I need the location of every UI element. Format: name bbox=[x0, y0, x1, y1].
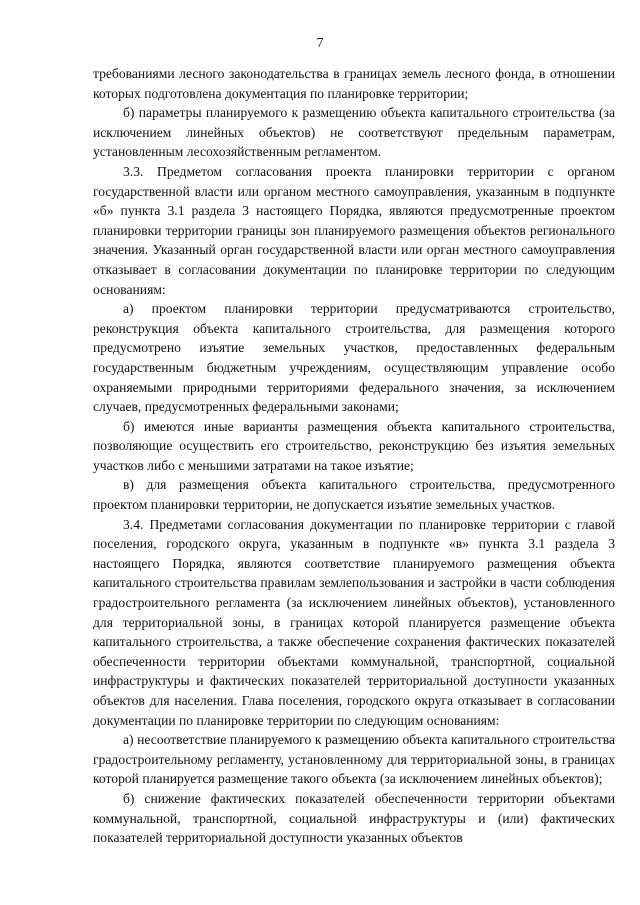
paragraph: а) несоответствие планируемого к размещению объекта капитального строительства градостроительному регламенту, установленному для территориальной зоны, в границах которой планируется размещение такого объекта (за исключением линейных объектов); bbox=[93, 732, 615, 787]
page-number: 7 bbox=[316, 35, 324, 50]
paragraph: б) имеются иные варианты размещения объекта капитального строительства, позволяющие осуществить его строительство, реконструкцию без изъятия земельных участков либо с меньшими затратами на такое изъятие; bbox=[93, 418, 615, 473]
paragraph: в) для размещения объекта капитального строительства, предусмотренного проектом планировки территории, не допускается изъятие земельных участков. bbox=[93, 477, 615, 513]
paragraph: 3.4. Предметами согласования документации по планировке территории с главой поселения, городского округа, указанным в подпункте «в» пункта 3.1 раздела 3 настоящего Порядка, являются соответствие планируемого размещения объекта капитального строительства правилам землепользования и застройки в части соблюдения градостроительного регламента (за исключением линейных объектов), установленного для территориальной зоны, в границах которой планируется размещение объекта капитального строительства, а также обеспечение сохранения фактических показателей обеспеченности территории объектами коммунальной, транспортной, социальной инфраструктуры и фактических показателей территориальной доступности указанных объектов для населения. Глава поселения, городского округа отказывает в согласовании документации по планировке территории по следующим основаниям: bbox=[93, 516, 615, 728]
paragraph: а) проектом планировки территории предусматриваются строительство, реконструкция объекта капитального строительства, для размещения которого предусмотрено изъятие земельных участков, предоставленных федеральным государственным бюджетным учреждениям, осуществляющим управление особо охраняемыми природными территориями федерального значения, за исключением случаев, предусмотренных федеральными законами; bbox=[93, 301, 615, 415]
paragraph: требованиями лесного законодательства в границах земель лесного фонда, в отношении которых подготовлена документация по планировке территории; bbox=[93, 66, 615, 101]
paragraph: 3.3. Предметом согласования проекта планировки территории с органом государственной власти или органом местного самоуправления, указанным в подпункте «б» пункта 3.1 раздела 3 настоящего Порядка, являются предусмотренные проектом планировки территории границы зон планируемого размещения объектов регионального значения. Указанный орган государственной власти или орган местного самоуправления отказывает в согласовании документации по планировке территории по следующим основаниям: bbox=[93, 163, 615, 297]
document-body bbox=[93, 64, 615, 848]
paragraph: б) параметры планируемого к размещению объекта капитального строительства (за исключением линейных объектов) не соответствуют предельным параметрам, установленным лесохозяйственным регламентом. bbox=[93, 105, 615, 160]
paragraph: б) снижение фактических показателей обеспеченности территории объектами коммунальной, транспортной, социальной инфраструктуры и (или) фактических показателей территориальной доступности указанных объектов bbox=[93, 790, 615, 846]
